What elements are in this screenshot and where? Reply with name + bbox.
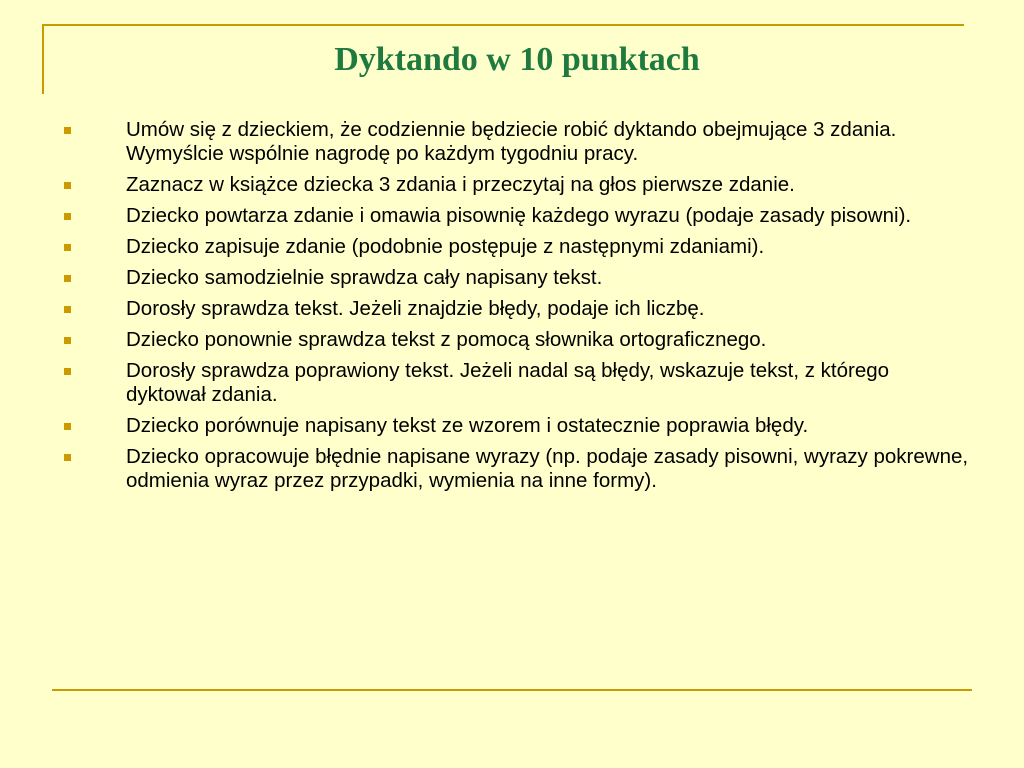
bullet-text: Zaznacz w książce dziecka 3 zdania i przeczytaj na głos pierwsze zdanie. — [126, 173, 795, 196]
bullet-item — [64, 297, 974, 321]
square-bullet-icon — [64, 127, 71, 134]
bullet-item — [64, 173, 974, 197]
bullet-text: Dziecko samodzielnie sprawdza cały napisany tekst. — [126, 266, 603, 289]
bullet-text: Dorosły sprawdza tekst. Jeżeli znajdzie błędy, podaje ich liczbę. — [126, 297, 705, 320]
square-bullet-icon — [64, 213, 71, 220]
square-bullet-icon — [64, 244, 71, 251]
square-bullet-icon — [64, 423, 71, 430]
bullet-item — [64, 328, 974, 352]
bullet-item — [64, 445, 974, 493]
bullet-item — [64, 359, 974, 407]
square-bullet-icon — [64, 306, 71, 313]
square-bullet-icon — [64, 337, 71, 344]
bullet-text: Dziecko opracowuje błędnie napisane wyrazy (np. podaje zasady pisowni, wyrazy pokrewne, odmienia wyraz przez przypadki, wymienia na inne formy). — [126, 445, 969, 492]
bullet-item — [64, 235, 974, 259]
bullet-text: Umów się z dzieckiem, że codziennie będziecie robić dyktando obejmujące 3 zdania. Wymyślcie wspólnie nagrodę po każdym tygodniu pracy. — [126, 118, 897, 165]
bullet-item — [64, 266, 974, 290]
bullet-list — [64, 118, 974, 500]
square-bullet-icon — [64, 454, 71, 461]
bullet-text: Dziecko powtarza zdanie i omawia pisownię każdego wyrazu (podaje zasady pisowni). — [126, 204, 912, 227]
square-bullet-icon — [64, 275, 71, 282]
bullet-item — [64, 414, 974, 438]
bullet-text: Dziecko zapisuje zdanie (podobnie postępuje z następnymi zdaniami). — [126, 235, 765, 258]
bullet-text: Dziecko ponownie sprawdza tekst z pomocą słownika ortograficznego. — [126, 328, 767, 351]
bullet-item — [64, 204, 974, 228]
slide-title: Dyktando w 10 punktach — [334, 41, 700, 78]
top-rule — [42, 24, 964, 26]
bullet-text: Dorosły sprawdza poprawiony tekst. Jeżeli nadal są błędy, wskazuje tekst, z którego dyktował zdania. — [126, 359, 890, 406]
bullet-text: Dziecko porównuje napisany tekst ze wzorem i ostatecznie poprawia błędy. — [126, 414, 809, 437]
square-bullet-icon — [64, 182, 71, 189]
square-bullet-icon — [64, 368, 71, 375]
bullet-item — [64, 118, 974, 166]
bottom-rule — [52, 689, 972, 691]
